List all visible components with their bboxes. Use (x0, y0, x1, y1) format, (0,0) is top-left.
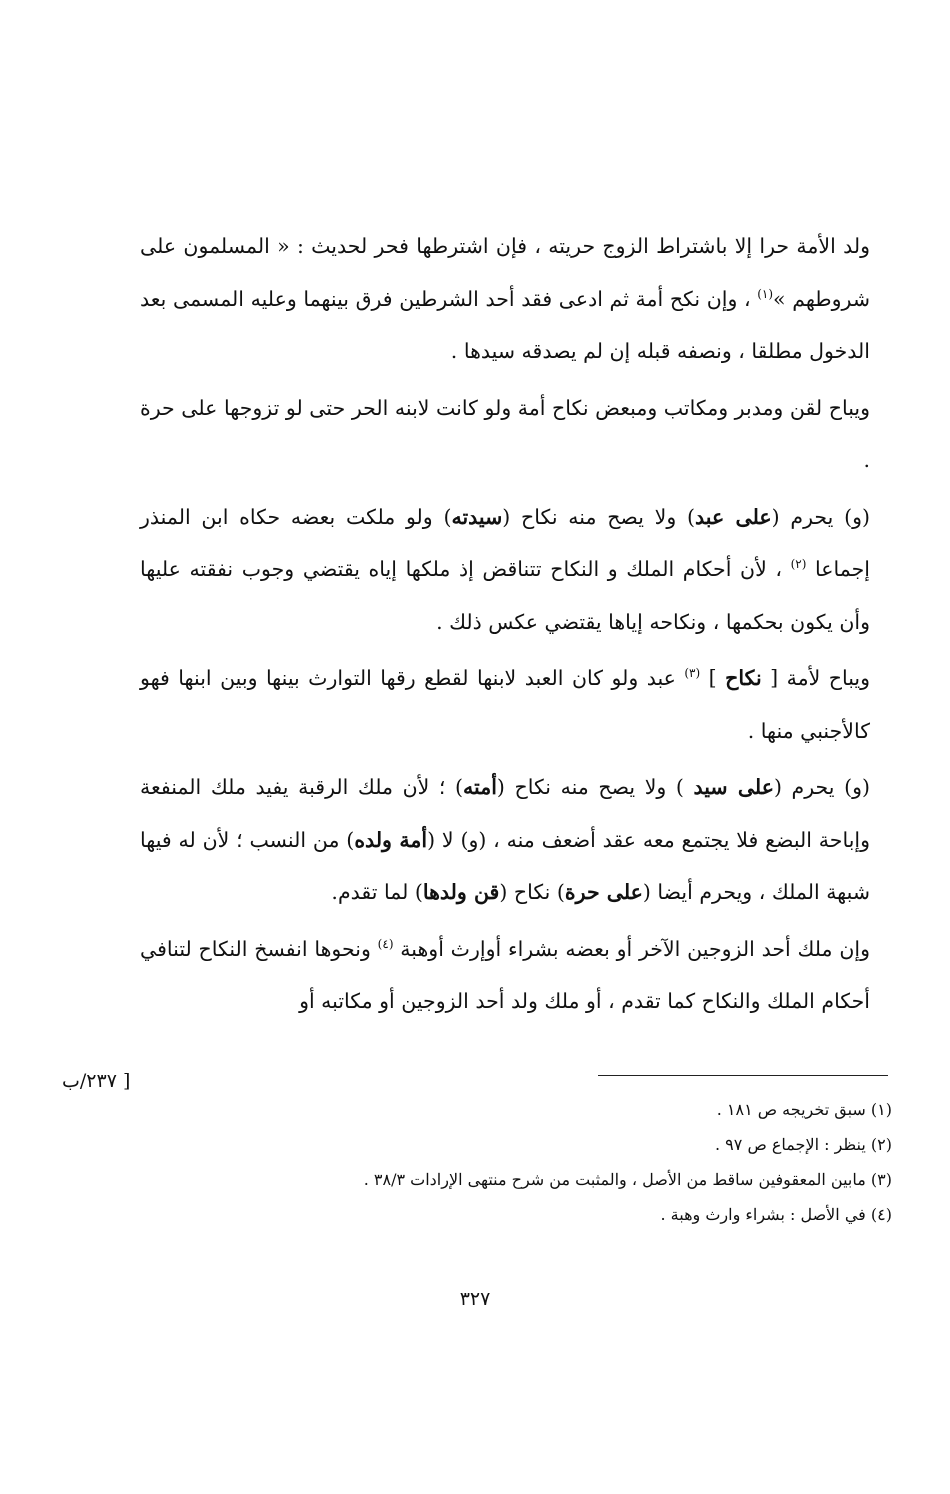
paragraph (140, 491, 870, 649)
footnote-reference: (١) (757, 286, 774, 301)
text-run: (و) يحرم ( (771, 504, 870, 529)
text-run: ] (700, 666, 726, 690)
footnote-reference: (٤) (377, 936, 394, 951)
text-run: (و) يحرم ( (773, 775, 870, 799)
text-run: ) لما تقدم. (331, 880, 423, 904)
text-run: ولد الأمة حرا إلا باشتراط الزوج حريته ، فإن اشترطها فحر لحديث : « المسلمون على شروطهم » (140, 234, 871, 311)
bold-term: على عبد (695, 504, 772, 529)
text-run: ويباح لأمة [ (761, 666, 871, 690)
footnote (140, 1162, 892, 1197)
footnote-separator (598, 1075, 888, 1076)
text-run: ) ؛ لأن ملك الرقبة يفيد ملك المنفعة وإباحة البضع فلا يجتمع معه عقد أضعف منه ، (و) لا ( (140, 775, 870, 852)
body-text (140, 220, 870, 1028)
manuscript-folio-marker: [ ٢٣٧/ب (62, 1070, 131, 1092)
paragraph (140, 761, 870, 919)
paragraph (140, 923, 870, 1028)
text-run: ، لأن أحكام الملك و النكاح تتناقض إذ ملكها إياه يقتضي وجوب نفقته عليها وأن يكون بحكمها ، ونكاحه إياها يقتضي عكس ذلك . (140, 557, 870, 634)
paragraph (140, 652, 870, 757)
footnote-number: (٢) (870, 1135, 892, 1154)
bold-term: على حرة (564, 880, 643, 904)
text-run: ونحوها انفسخ النكاح لتنافي أحكام الملك والنكاح كما تقدم ، أو ملك ولد أحد الزوجين أو مكاتبه أو (140, 936, 870, 1013)
footnote-text: سبق تخريجه ص ١٨١ . (716, 1100, 866, 1119)
text-run: ) ولا يصح منه نكاح ( (502, 504, 695, 529)
footnote (140, 1092, 892, 1127)
text-run: ) نكاح ( (499, 880, 565, 904)
footnote-text: ينظر : الإجماع ص ٩٧ . (715, 1135, 866, 1154)
text-run: عبد ولو كان العبد لابنها لقطع رقها التوارث بينها وبين ابنها فهو كالأجنبي منها . (140, 666, 870, 743)
paragraph (140, 382, 870, 487)
text-run: ) من النسب ؛ لأن له فيها شبهة الملك ، ويحرم أيضا ( (140, 827, 870, 904)
bold-term: نكاح (725, 666, 762, 690)
text-run: ) ولا يصح منه نكاح ( (496, 775, 694, 799)
bold-term: سيدته (451, 504, 503, 529)
footnote-text: في الأصل : بشراء وارث وهبة . (660, 1205, 866, 1224)
footnote-number: (٣) (870, 1170, 892, 1189)
footnote-number: (٤) (870, 1205, 892, 1224)
bold-term: أمة ولده (354, 827, 428, 852)
footnote-reference: (٣) (684, 666, 701, 681)
text-run: وإن ملك أحد الزوجين الآخر أو بعضه بشراء أوإرث أوهبة (393, 936, 870, 961)
footnote (140, 1197, 892, 1232)
footnote-number: (١) (870, 1100, 892, 1119)
text-run: ويباح لقن ومدبر ومكاتب ومبعض نكاح أمة ولو كانت لابنه الحر حتى لو تزوجها على حرة . (140, 395, 870, 472)
bold-term: قن ولدها (422, 880, 500, 904)
page-number: ٣٢٧ (459, 1288, 491, 1310)
footnotes (140, 1092, 892, 1232)
paragraph (140, 220, 870, 378)
bold-term: على سيد (693, 775, 774, 799)
footnote-text: مابين المعقوفين ساقط من الأصل ، والمثبت من شرح منتهى الإرادات ٣٨/٣ . (363, 1170, 866, 1189)
footnote (140, 1127, 892, 1162)
text-run: ) ولو ملكت بعضه حكاه ابن المنذر إجماعا (140, 504, 870, 581)
text-run: ، وإن نكح أمة ثم ادعى فقد أحد الشرطين فرق بينهما وعليه المسمى بعد الدخول مطلقا ، ونصفه قبله إن لم يصدقه سيدها . (140, 286, 870, 363)
footnote-reference: (٢) (790, 557, 807, 572)
bold-term: أمته (463, 775, 497, 799)
